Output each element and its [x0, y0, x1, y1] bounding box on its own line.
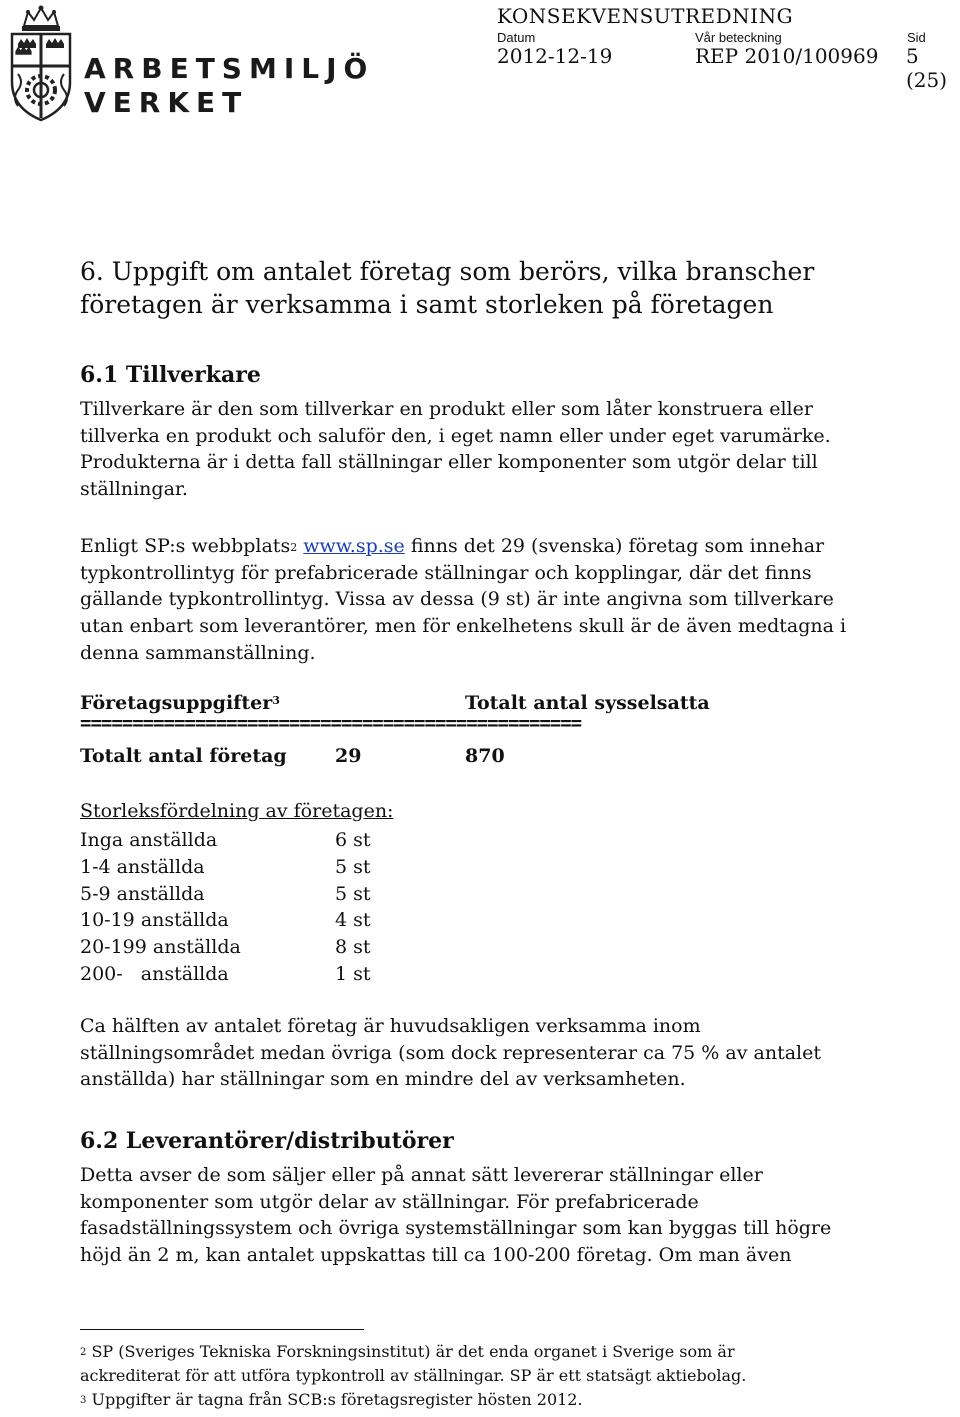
document-type: KONSEKVENSUTREDNING: [497, 4, 794, 28]
agency-name-line2: VERKET: [84, 86, 249, 119]
size-label: 5-9 anställda: [80, 882, 205, 905]
reference-value: REP 2010/100969: [695, 44, 879, 68]
footnote-3-text: Uppgifter är tagna från SCB:s företagsregister hösten 2012.: [86, 1390, 583, 1409]
size-row: [80, 961, 400, 988]
table-separator: ================================================: [80, 712, 582, 734]
size-row: [80, 907, 400, 934]
section-6-2-heading: 6.2 Leverantörer/distributörer: [80, 1128, 454, 1154]
total-companies-label: Totalt antal företag: [80, 745, 287, 767]
agency-name-line1: ARBETSMILJÖ: [84, 52, 375, 85]
sp-source-intro: Enligt SP:s webbplats: [80, 535, 291, 557]
footnote-ref-2: 2: [290, 541, 298, 554]
size-count: 6 st: [335, 829, 371, 851]
size-count: 4 st: [335, 909, 371, 932]
manufacturer-definition-paragraph: Tillverkare är den som tillverkar en produkt eller som låter konstruera eller tillverka en produkt och saluför den, i eget namn eller under eget varumärke. Produkterna är i detta fall ställningar eller komponenter som utgör delar till ställningar.: [80, 398, 831, 501]
sp-source-paragraph: [80, 533, 880, 667]
footnote-ref-3: 3: [272, 694, 280, 707]
industry-share-paragraph: Ca hälften av antalet företag är huvudsakligen verksamma inom ställningsområdet medan övriga (som dock representerar ca 75 % av antalet anställda) har ställningar som en mindre del av verksamheten.: [80, 1015, 821, 1091]
size-row: [80, 881, 400, 908]
footnote-3-number: 3: [80, 1395, 87, 1406]
size-label: 10-19 anställda: [80, 909, 229, 932]
size-label: 200- anställda: [80, 962, 229, 985]
size-row: [80, 827, 400, 854]
suppliers-paragraph: Detta avser de som säljer eller på annat sätt levererar ställningar eller komponenter som utgör delar av ställningar. För prefabricerade fasadställningssystem och övriga systemställningar som kan byggas till högre höjd än 2 m, kan antalet uppskattas till ca 100-200 företag. Om man även: [80, 1164, 832, 1267]
total-employees-header: Totalt antal sysselsatta: [465, 692, 710, 714]
footnote-2: [80, 1340, 900, 1388]
size-count: 5 st: [335, 882, 371, 905]
size-row: [80, 934, 400, 961]
sp-website-link[interactable]: www.sp.se: [303, 535, 405, 557]
size-count: 1 st: [335, 962, 371, 985]
coat-of-arms-logo: [6, 4, 76, 122]
sp-source-rest: finns det 29 (svenska) företag som innehar typkontrollintyg för prefabricerade ställningar och kopplingar, där det finns gällande typkontrollintyg. Vissa av dessa (9 st) är inte angivna som tillverkare utan enbart som leverantörer, men för enkelhetens skull är de även medtagna i denna sammanställning.: [80, 535, 847, 664]
date-label: Datum: [497, 30, 536, 45]
size-label: 20-199 anställda: [80, 936, 241, 959]
page-label: Sid: [907, 30, 926, 45]
footnote-2-number: 2: [80, 1347, 87, 1358]
total-companies-value: 29: [335, 745, 362, 767]
total-employees-value: 870: [465, 745, 505, 767]
date-value: 2012-12-19: [497, 44, 613, 68]
company-info-header: [80, 692, 280, 714]
size-row: [80, 854, 400, 881]
size-count: 5 st: [335, 855, 371, 878]
size-distribution-heading: Storleksfördelning av företagen:: [80, 800, 394, 822]
footnote-divider: [80, 1329, 364, 1330]
reference-label: Vår beteckning: [695, 30, 782, 45]
size-count: 8 st: [335, 936, 371, 959]
section-6-heading: 6. Uppgift om antalet företag som berörs, vilka branscher företagen är verksamma i samt storleken på företagen: [80, 257, 815, 319]
size-label: 1-4 anställda: [80, 855, 205, 878]
size-distribution-list: [80, 827, 400, 988]
section-6-1-heading: 6.1 Tillverkare: [80, 362, 261, 388]
page-number: 5 (25): [906, 44, 948, 92]
footnote-3: [80, 1388, 900, 1412]
footnote-2-text: SP (Sveriges Tekniska Forskningsinstitut) är det enda organet i Sverige som är ackrediterat för att utföra typkontroll av ställningar. SP är ett statsägt aktiebolag.: [80, 1342, 747, 1385]
size-label: Inga anställda: [80, 829, 218, 851]
company-info-label: Företagsuppgifter: [80, 692, 273, 714]
